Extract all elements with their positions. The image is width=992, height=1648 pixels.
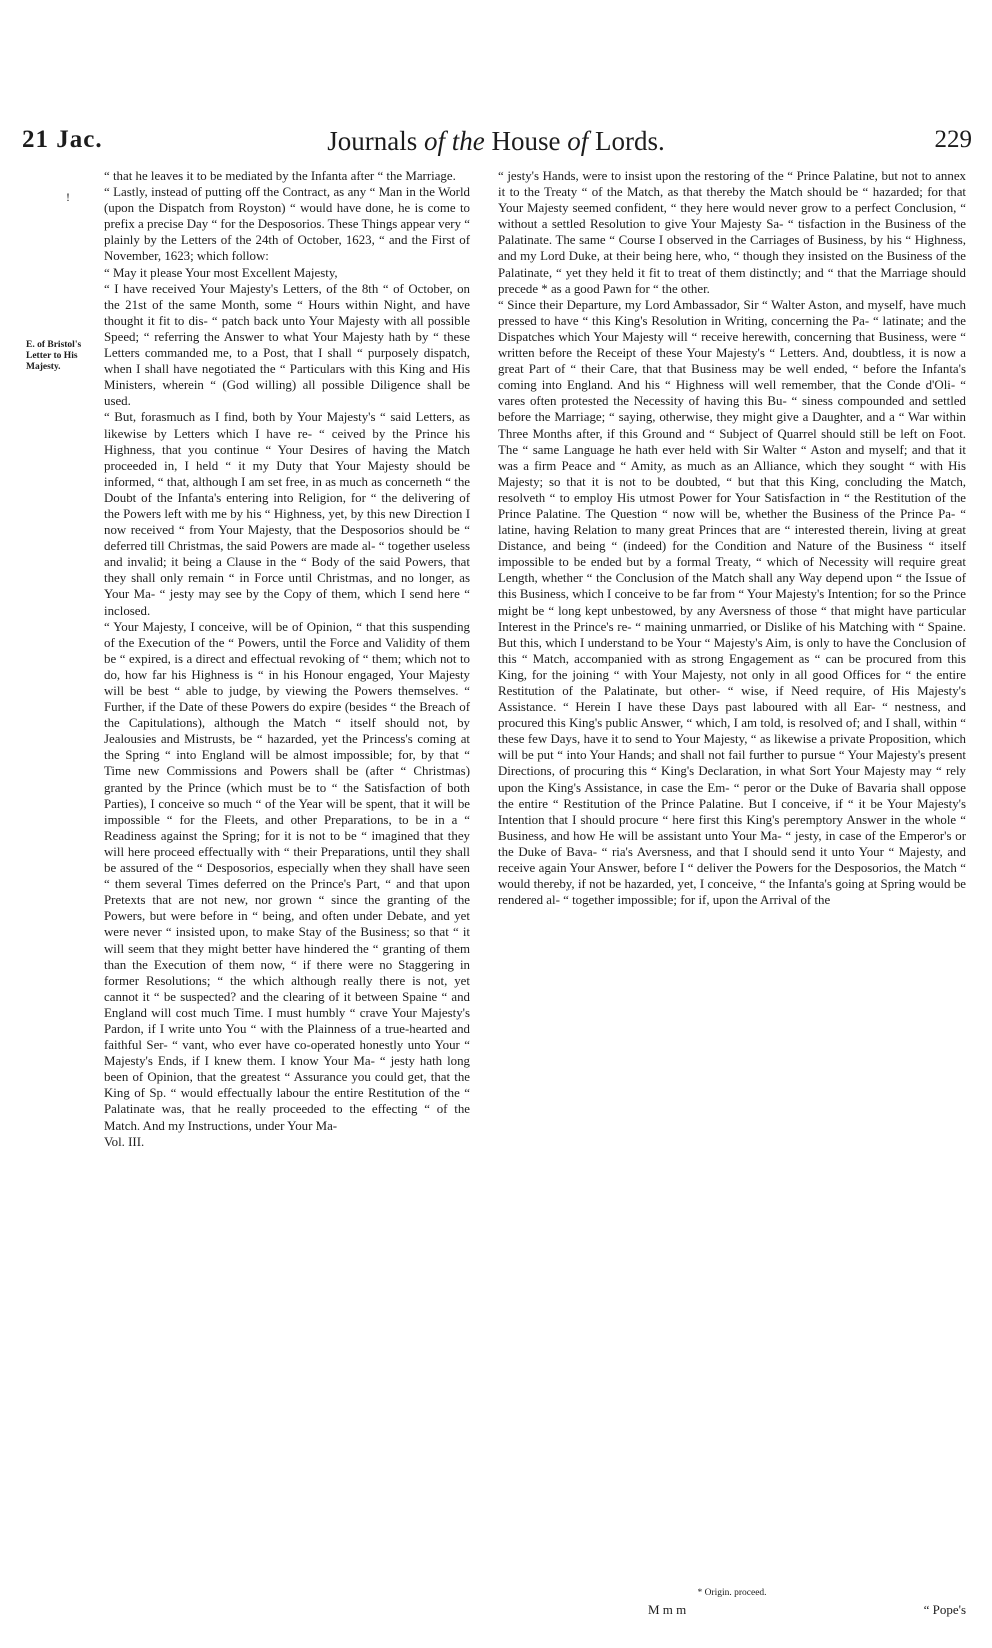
margin-note: E. of Bristol's Letter to His Majesty. xyxy=(26,340,82,372)
signature-mark: M m m xyxy=(648,1602,687,1617)
signature-line xyxy=(498,1602,966,1620)
title-word: House xyxy=(491,126,561,156)
journal-title xyxy=(0,126,992,157)
regnal-year: 21 Jac. xyxy=(22,126,103,153)
title-word: of xyxy=(423,126,445,156)
left-column xyxy=(104,168,470,1150)
paragraph: “ Your Majesty, I conceive, will be of Opinion, “ that this suspending of the Execution of the “ Powers, until the Force and Validity of them be “ expired, is a direct and effectual revoking of “ them; which not to do, how far his Highness is “ in his Honour engaged, Your Majesty will be best “ able to judge, by viewing the Powers themselves. “ Further, if the Date of these Powers do expire (besides “ the Breach of the Capitulations), although the Match “ itself should not, by Jealousies and Mistrusts, be “ hazarded, yet the Princess's coming at the Spring “ into England will be almost impossible; for, by that “ Time new Commissions and Powers shall be (after “ Christmas) granted by the Prince (which must be to “ the Satisfaction of both Parties), I conceive so much “ of the Year will be spent, that it will be impossible “ for the Fleets, and other Preparations, to be in a “ Readiness against the Spring; for it is not to be “ imagined that they will here proceed effectually with “ their Preparations, until they shall be assured of the “ Desposorios, especially when they shall have seen “ them several Times deferred on the Prince's Part, “ and that upon Pretexts that are not new, nor grown “ since the granting of the Powers, but were before in “ being, and often under Debate, and yet were never “ insisted upon, to make Stay of the Business; so that “ it will seem that they might better have hindered the “ granting of them than the Execution of them now, “ if there were no Staggering in former Resolutions; “ the which although really there is not, yet cannot it “ be suspected? and the clearing of it between Spaine “ and England will cost much Time. I must humbly “ crave Your Majesty's Pardon, if I write unto You “ with the Plainness of a true-hearted and faithful Ser- “ vant, who ever have co-operated honestly unto Your “ Majesty's Ends, if I knew them. I know Your Ma- “ jesty hath long been of Opinion, that the greatest “ Assurance you could get, that the King of Sp. “ would effectually labour the entire Restitution of the “ Palatinate was, that he really proceeded to the effecting “ of the Match. And my Instructions, under Your Ma- xyxy=(104,619,470,1133)
salutation: “ May it please Your most Excellent Majesty, xyxy=(104,265,338,280)
margin-mark: ! xyxy=(66,190,70,204)
paragraph: “ But, forasmuch as I find, both by Your Majesty's “ said Letters, as likewise by Letters which I have re- “ ceived by the Prince his Highness, that you continue “ Your Desires of having the Match proceeded in, I held “ it my Duty that Your Majesty should be informed, “ that, although I am set free, in as much as concerneth “ the Doubt of the Infanta's entering into Religion, for “ the delivering of the Powers left with me by his “ Highness, yet, by this new Direction I now received “ from Your Majesty, that the Desposorios should be “ deferred till Christmas, the said Powers are made al- “ together useless and invalid; it being a Clause in the “ Body of the said Powers, that they shall only remain “ in Force until Christmas, and no longer, as Your Ma- “ jesty may see by the Copy of them, which I send here “ inclosed. xyxy=(104,410,470,618)
paragraph: “ Since their Departure, my Lord Ambassador, Sir “ Walter Aston, and myself, have much pressed to have “ this King's Resolution in Writing, concerning the Pa- “ latinate; and the Dispatches which Your Majesty will “ receive herewith, concerning that Business, were “ written before the Receipt of these Your Majesty's “ Letters. And, doubtless, it is now a great Part of “ their Care, that that Business may be well ended, “ before the Infanta's coming into England. And his “ Highness will well remember, that the Conde d'Oli- “ vares often protested the Necessity of having this Bu- “ siness compounded and settled before the Marriage; “ saying, otherwise, they might give a Daughter, and a “ War within Three Months after, if this Ground and “ Subject of Quarrel should still be left on Foot. The “ same Language he hath ever held with Sir Walter “ Aston and myself; and that it was a firm Peace and “ Amity, as much as an Alliance, which they sought “ with His Majesty; so that it is not to be doubted, “ but that this King, concluding the Match, resolveth “ to employ His utmost Power for Your Satisfaction in “ the Restitution of the Prince Palatine. The Question “ now will be, whether the Business of the Prince Pa- “ latine, having Relation to many great Princes that are “ interested therein, living at great Distance, and being “ (indeed) for the Condition and Nature of the Business “ itself impossible to be ended but by a formal Treaty, “ which of Necessity will require great Length, whether “ the Conclusion of the Match shall any Way depend upon “ the Issue of this Business, which I conceive to be far from “ Your Majesty's Intention; for so the Prince might be “ long kept unbestowed, by any Aversness of those “ that might have particular Interest in the Prince's re- “ maining unmarried, or Dislike of his Matching with “ Spaine. But this, which I understand to be Your “ Majesty's Aim, is only to have the Conclusion of this “ Match, accompanied with as strong Engagement as “ can be procured from this King, for the joining “ with Your Majesty, not only in all good Offices for “ the entire Restitution of the Palatinate, but other- “ wise, if Need require, of His Majesty's Assistance. “ Herein I have these Days past laboured with all Ear- “ nestness, and procured this King's public Answer, “ which, I am told, is resolved of; and I shall, within “ these few Days, have it to send to Your Majesty, “ as likewise a private Proposition, which will be put “ into Your Hands; and shall not fail further to pursue “ Your Majesty's present Directions, of procuring this “ King's Declaration, in what Sort Your Majesty may “ rely upon the King's Assistance, in case the Em- “ peror or the Duke of Bavaria shall oppose the entire “ Restitution of the Prince Palatine. But I conceive, if “ it be Your Majesty's Intention that I should procure “ here first this King's peremptory Answer in the whole “ Business, and how He will be assistant unto Your Ma- “ jesty, in case of the Emperor's or the Duke of Bava- “ ria's Aversness, and that I should send it unto Your “ Majesty, and receive again Your Answer, before I “ deliver the Powers for the Desposorios, the Match “ would thereby, if not be hazarded, yet, I conceive, “ the Infanta's going at Spring would be rendered al- “ together impossible; for if, upon the Arrival of the xyxy=(498,297,966,908)
running-head xyxy=(0,126,992,166)
paragraph: “ jesty's Hands, were to insist upon the restoring of the “ Prince Palatine, but not to annex it to the Treaty “ of the Match, as that thereby the Match should be “ hazarded; for that Your Majesty seemed confident, “ they here would never grow to a perfect Conclusion, “ without a settled Resolution to give Your Majesty Sa- “ tisfaction in the Business of the Palatinate. The same “ Course I observed in the Carriages of Business, by his “ Highness, and my Lord Duke, at their being here, who, “ though they insisted on the Business of the Palatinate, “ yet they held it fit to treat of them distinctly; and “ that the Marriage should precede * as a good Pawn for “ the other. xyxy=(498,169,966,296)
title-word: Journals xyxy=(327,126,418,156)
title-word: Lords. xyxy=(595,126,665,156)
footnote: * Origin. proceed. xyxy=(697,1588,767,1598)
catchword: “ Pope's xyxy=(923,1602,966,1617)
volume-line: Vol. III. xyxy=(104,1134,145,1149)
page-number: 229 xyxy=(934,126,972,153)
paragraph: “ I have received Your Majesty's Letters, of the 8th “ of October, on the 21st of the same Month, some “ Hours within Night, and have thought it fit to dis- “ patch back unto Your Majesty with all possible Speed; “ referring the Answer to what Your Majesty hath by “ these Letters commanded me, to a Post, that I shall “ purposely dispatch, when I shall have negotiated the “ Particulars with this King and His Ministers, wherein “ (God willing) all possible Diligence shall be used. xyxy=(104,281,470,409)
paragraph: “ Lastly, instead of putting off the Contract, as any “ Man in the World (upon the Dispatch from Royston) “ would have done, he is come to prefix a precise Day “ for the Desposorios. These Things appear very “ plainly by the Letters of the 24th of October, 1623, “ and the First of November, 1623; which follow: xyxy=(104,185,470,264)
title-word: of xyxy=(567,126,589,156)
paragraph: “ that he leaves it to be mediated by the Infanta after “ the Marriage. xyxy=(104,169,456,183)
right-column xyxy=(498,168,966,908)
title-word: the xyxy=(451,126,485,156)
